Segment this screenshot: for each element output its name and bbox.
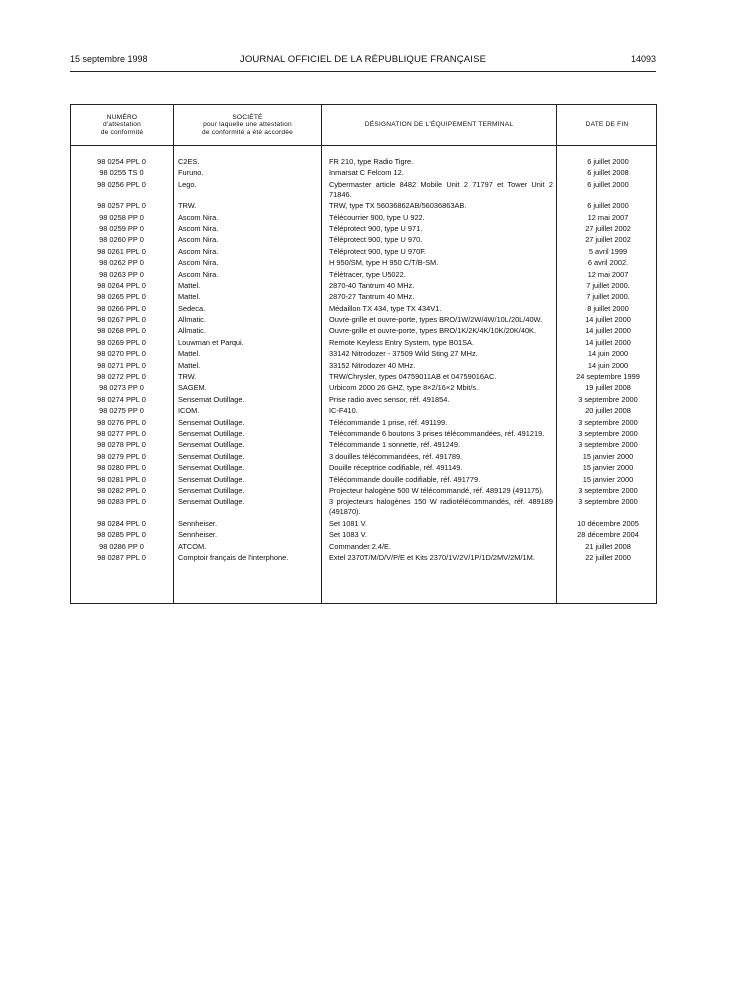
table-row <box>71 258 656 268</box>
cell-designation: FR 210, type Radio Tigre. <box>329 157 414 166</box>
cell-designation: Télécommande 1 prise, réf. 491199. <box>329 417 448 427</box>
table-row <box>71 338 656 348</box>
attestation-table <box>70 104 657 604</box>
cell-numero: 98 0269 PPL 0 <box>97 337 146 347</box>
cell-numero: 98 0270 PPL 0 <box>97 349 146 359</box>
cell-designation: 33142 Nitrodozer - 37509 Wild Sting 27 MHz. <box>329 349 478 359</box>
cell-numero: 98 0256 PPL 0 <box>97 179 146 189</box>
cell-numero: 98 0276 PPL 0 <box>97 417 146 427</box>
cell-numero: 98 0281 PPL 0 <box>97 474 146 484</box>
cell-numero: 98 0268 PPL 0 <box>97 326 146 336</box>
table-row <box>71 440 656 450</box>
cell-date: 14 juin 2000 <box>587 349 629 359</box>
cell-societe: Ascom Nira. <box>178 223 219 233</box>
cell-designation: Extel 2370T/M/D/V/P/E et Kits 2370/1V/2V/1P/1D/2MV/2M/1M. <box>329 552 535 562</box>
cell-societe: Ascom Nira. <box>178 212 219 222</box>
cell-designation: Cybermaster article 8482 Mobile Unit 2 71797 et Tower Unit 2 71846. <box>329 179 553 199</box>
cell-numero: 98 0283 PPL 0 <box>97 497 146 507</box>
cell-societe: Allmatic. <box>178 326 206 336</box>
cell-designation: Télécommande 6 boutons 3 prises télécommandées, réf. 491219. <box>329 428 545 438</box>
cell-numero: 98 0282 PPL 0 <box>97 485 146 495</box>
column-header-numero: NUMÉRO d'attestation de conformité <box>100 113 144 136</box>
cell-numero: 98 0264 PPL 0 <box>97 280 146 290</box>
cell-societe: Ascom Nira. <box>178 235 219 245</box>
cell-date: 3 septembre 2000 <box>578 440 638 450</box>
cell-designation: Inmarsat C Felcom 12. <box>329 168 404 178</box>
table-row <box>71 201 656 211</box>
column-header-date-fin: DATE DE FIN <box>585 121 629 129</box>
cell-designation: H 950/SM, type H 950 C/T/B-SM. <box>329 258 439 268</box>
table-row <box>71 213 656 223</box>
cell-date: 27 juillet 2002 <box>585 235 631 245</box>
cell-numero: 98 0257 PPL 0 <box>97 201 146 211</box>
cell-designation: Prise radio avec sensor, réf. 491854. <box>329 394 450 404</box>
cell-societe: TRW. <box>178 372 197 382</box>
cell-date: 19 juillet 2008 <box>585 383 631 393</box>
cell-designation: 2870-27 Tantrum 40 MHz. <box>329 292 415 302</box>
cell-date: 27 juillet 2002 <box>585 223 631 233</box>
cell-numero: 98 0271 PPL 0 <box>97 360 146 370</box>
cell-date: 12 mai 2007 <box>587 212 629 222</box>
cell-date: 7 juillet 2000. <box>586 292 630 302</box>
page-header <box>70 54 656 70</box>
header-date: 15 septembre 1998 <box>70 54 148 64</box>
cell-date: 8 juillet 2000 <box>587 303 629 313</box>
cell-designation: Ouvre-grille et ouvre-porte, types BRO/1K/2K/4K/10K/20K/40K. <box>329 326 537 336</box>
table-row <box>71 270 656 280</box>
cell-designation: Médaillon TX 434, type TX 434V1. <box>329 303 442 313</box>
cell-societe: Sensemat Outillage. <box>178 474 245 484</box>
table-row <box>71 168 656 178</box>
table-row <box>71 372 656 382</box>
cell-societe: Sensemat Outillage. <box>178 463 245 473</box>
table-row <box>71 395 656 405</box>
cell-designation: Projecteur halogène 500 W télécommandé, réf. 489129 (491175). <box>329 485 544 495</box>
cell-date: 14 juillet 2000 <box>585 315 631 325</box>
table-row <box>71 157 656 167</box>
cell-societe: Louwman et Parqui. <box>178 337 244 347</box>
cell-date: 14 juillet 2000 <box>585 326 631 336</box>
cell-date: 6 juillet 2000 <box>587 157 629 166</box>
cell-designation: 2870-40 Tantrum 40 MHz. <box>329 280 415 290</box>
header-title: JOURNAL OFFICIEL DE LA RÉPUBLIQUE FRANÇAISE <box>239 54 487 65</box>
header-divider <box>71 145 656 146</box>
table-row <box>71 530 656 540</box>
cell-numero: 98 0278 PPL 0 <box>97 440 146 450</box>
cell-numero: 98 0274 PPL 0 <box>97 394 146 404</box>
cell-date: 3 septembre 2000 <box>578 485 638 495</box>
column-header-designation: DÉSIGNATION DE L'ÉQUIPEMENT TERMINAL <box>364 121 514 129</box>
cell-societe: Sensemat Outillage. <box>178 497 245 507</box>
cell-designation: Télétracer, type U5022. <box>329 269 406 279</box>
table-row <box>71 315 656 325</box>
column-header-societe: SOCIÉTÉ pour laquelle une attestation de conformité a été accordée <box>201 113 293 136</box>
cell-numero: 98 0284 PPL 0 <box>97 518 146 528</box>
cell-designation: Set 1083 V. <box>329 530 367 540</box>
table-row <box>71 452 656 462</box>
table-row <box>71 475 656 485</box>
cell-societe: Mattel. <box>178 349 201 359</box>
table-row <box>71 406 656 416</box>
cell-societe: Mattel. <box>178 292 201 302</box>
cell-societe: Sensemat Outillage. <box>178 428 245 438</box>
cell-numero: 98 0286 PP 0 <box>99 541 144 551</box>
cell-date: 6 juillet 2000 <box>587 201 629 211</box>
cell-numero: 98 0263 PP 0 <box>99 269 144 279</box>
cell-date: 15 janvier 2000 <box>582 474 634 484</box>
cell-designation: 3 projecteurs halogènes 150 W radiotélécommandés, réf. 489189 (491870). <box>329 497 553 517</box>
cell-designation: Douille réceptrice codifiable, réf. 491149. <box>329 463 463 473</box>
table-row <box>71 519 656 529</box>
cell-numero: 98 0262 PP 0 <box>99 258 144 268</box>
header-rule <box>70 71 656 72</box>
table-row <box>71 349 656 359</box>
cell-numero: 98 0273 PP 0 <box>99 383 144 393</box>
cell-numero: 98 0261 PPL 0 <box>97 246 146 256</box>
cell-designation: Télécourrier 900, type U 922. <box>329 212 425 222</box>
cell-date: 6 juillet 2008 <box>587 168 629 178</box>
cell-societe: Lego. <box>178 179 197 189</box>
cell-date: 6 juillet 2000 <box>587 179 629 189</box>
cell-numero: 98 0287 PPL 0 <box>97 552 146 562</box>
cell-designation: Commander 2.4/E. <box>329 541 392 551</box>
table-row <box>71 180 656 200</box>
table-row <box>71 326 656 336</box>
cell-date: 28 décembre 2004 <box>577 530 639 540</box>
cell-societe: Furuno. <box>178 168 204 178</box>
table-row <box>71 542 656 552</box>
table-row <box>71 553 656 563</box>
cell-date: 15 janvier 2000 <box>582 463 634 473</box>
cell-numero: 98 0260 PP 0 <box>99 235 144 245</box>
cell-designation: 3 douilles télécommandées, réf. 491789. <box>329 451 463 461</box>
cell-date: 15 janvier 2000 <box>582 451 634 461</box>
cell-date: 3 septembre 2000 <box>578 394 638 404</box>
cell-date: 20 juillet 2008 <box>585 406 631 416</box>
cell-designation: Téléprotect 900, type U 971. <box>329 223 423 233</box>
cell-numero: 98 0254 PPL 0 <box>97 157 146 166</box>
cell-societe: Ascom Nira. <box>178 269 219 279</box>
cell-societe: Sennheiser. <box>178 518 218 528</box>
cell-date: 12 mai 2007 <box>587 269 629 279</box>
cell-numero: 98 0279 PPL 0 <box>97 451 146 461</box>
cell-designation: TRW, type TX 56036862AB/56036863AB. <box>329 201 467 211</box>
cell-designation: Télécommande douille codifiable, réf. 491779. <box>329 474 481 484</box>
cell-societe: Sennheiser. <box>178 530 218 540</box>
cell-designation: Téléprotect 900, type U 970F. <box>329 246 426 256</box>
cell-date: 10 décembre 2005 <box>577 518 639 528</box>
cell-date: 3 septembre 2000 <box>578 417 638 427</box>
table-body <box>71 157 656 564</box>
header-page-number: 14093 <box>630 54 656 64</box>
cell-societe: Mattel. <box>178 360 201 370</box>
cell-societe: Ascom Nira. <box>178 246 219 256</box>
table-row <box>71 235 656 245</box>
cell-numero: 98 0275 PP 0 <box>99 406 144 416</box>
table-row <box>71 247 656 257</box>
cell-date: 22 juillet 2000 <box>585 552 631 562</box>
cell-numero: 98 0266 PPL 0 <box>97 303 146 313</box>
cell-date: 5 avril 1999 <box>588 246 628 256</box>
table-row <box>71 361 656 371</box>
table-row <box>71 383 656 393</box>
cell-date: 14 juillet 2000 <box>585 337 631 347</box>
table-row <box>71 281 656 291</box>
cell-designation: Set 1081 V. <box>329 518 367 528</box>
cell-societe: Sedeca. <box>178 303 206 313</box>
cell-date: 3 septembre 2000 <box>578 428 638 438</box>
cell-societe: Sensemat Outillage. <box>178 394 245 404</box>
cell-date: 14 juin 2000 <box>587 360 629 370</box>
table-row <box>71 497 656 517</box>
cell-societe: Ascom Nira. <box>178 258 219 268</box>
cell-numero: 98 0277 PPL 0 <box>97 428 146 438</box>
cell-numero: 98 0272 PPL 0 <box>97 372 146 382</box>
cell-societe: C2ES. <box>178 157 200 166</box>
cell-societe: SAGEM. <box>178 383 207 393</box>
cell-designation: IC-F410. <box>329 406 358 416</box>
cell-date: 3 septembre 2000 <box>578 497 638 507</box>
cell-numero: 98 0258 PP 0 <box>99 212 144 222</box>
cell-designation: Ouvre-grille et ouvre-porte, types BRO/1W/2W/4W/10L/20L/40W. <box>329 315 543 325</box>
table-row <box>71 486 656 496</box>
table-row <box>71 292 656 302</box>
cell-societe: Sensemat Outillage. <box>178 485 245 495</box>
cell-numero: 98 0255 TS 0 <box>99 168 144 178</box>
cell-societe: Comptoir français de l'interphone. <box>178 552 289 562</box>
cell-numero: 98 0285 PPL 0 <box>97 530 146 540</box>
table-row <box>71 304 656 314</box>
cell-date: 6 avril 2002. <box>587 258 629 268</box>
cell-societe: Sensemat Outillage. <box>178 417 245 427</box>
cell-designation: Remote Keyless Entry System, type B01SA. <box>329 337 474 347</box>
cell-societe: ATCOM. <box>178 541 207 551</box>
cell-date: 24 septembre 1999 <box>576 372 640 382</box>
cell-designation: Téléprotect 900, type U 970. <box>329 235 423 245</box>
cell-designation: 33152 Nitrodozer 40 MHz. <box>329 360 416 370</box>
cell-date: 21 juillet 2008 <box>585 541 631 551</box>
cell-societe: TRW. <box>178 201 197 211</box>
cell-societe: Mattel. <box>178 280 201 290</box>
cell-designation: Urbicom 2000 26 GHZ, type 8×2/16×2 Mbit/s. <box>329 383 479 393</box>
table-row <box>71 418 656 428</box>
cell-societe: Sensemat Outillage. <box>178 440 245 450</box>
cell-numero: 98 0267 PPL 0 <box>97 315 146 325</box>
cell-numero: 98 0265 PPL 0 <box>97 292 146 302</box>
table-row <box>71 429 656 439</box>
cell-numero: 98 0280 PPL 0 <box>97 463 146 473</box>
cell-numero: 98 0259 PP 0 <box>99 223 144 233</box>
table-row <box>71 463 656 473</box>
cell-designation: Télécommande 1 sonnette, réf. 491249. <box>329 440 461 450</box>
cell-societe: Allmatic. <box>178 315 206 325</box>
cell-designation: TRW/Chrysler, types 04759011AB et 04759016AC. <box>329 372 497 382</box>
table-row <box>71 224 656 234</box>
cell-societe: ICOM. <box>178 406 200 416</box>
cell-societe: Sensemat Outillage. <box>178 451 245 461</box>
cell-date: 7 juillet 2000. <box>586 280 630 290</box>
